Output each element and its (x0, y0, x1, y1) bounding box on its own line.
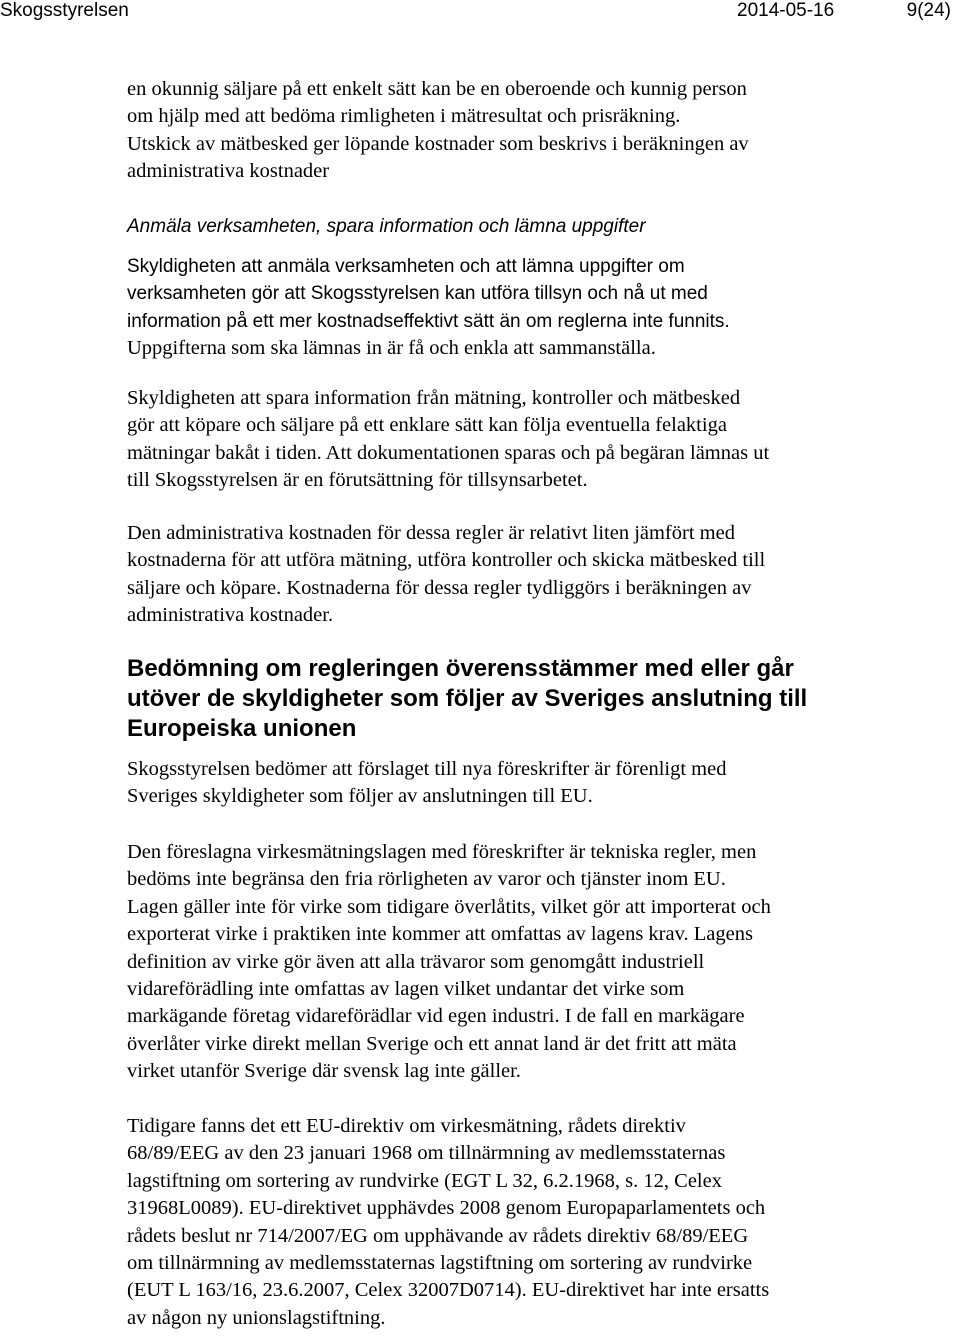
text-line: virket utanför Sverige där svensk lag inte gäller. (127, 1060, 521, 1083)
header-organization: Skogsstyrelsen (0, 0, 129, 21)
text-line: markägande företag vidareförädlar vid egen industri. I de fall en markägare (127, 1005, 745, 1028)
paragraph-lagen (127, 839, 771, 1086)
paragraph-anmala (127, 253, 730, 363)
text-line: om tillnärmning av medlemsstaternas lagstiftning om sortering av rundvirke (127, 1252, 753, 1275)
text-line: mätningar bakåt i tiden. Att dokumentationen sparas och på begäran lämnas ut (127, 441, 770, 464)
text-line: till Skogsstyrelsen är en förutsättning för tillsynsarbetet. (127, 469, 588, 492)
text-line: kostnaderna för att utföra mätning, utföra kontroller och skicka mätbesked till (127, 549, 766, 572)
text-line: Sveriges skyldigheter som följer av anslutningen till EU. (127, 785, 593, 808)
text-line: Den föreslagna virkesmätningslagen med föreskrifter är tekniska regler, men (127, 841, 757, 863)
paragraph-kostnad (127, 520, 765, 630)
paragraph-spara (127, 385, 769, 495)
text-line: överlåter virke direkt mellan Sverige och ett annat land är det fritt att mäta (127, 1032, 737, 1055)
text-line: vidareförädling inte omfattas av lagen vilket undantar det virke som (127, 978, 685, 1001)
text-line: 31968L0089). EU-direktivet upphävdes 2008 genom Europaparlamentets och (127, 1197, 766, 1220)
text-line: Uppgifterna som ska lämnas in är få och enkla att sammanställa. (127, 337, 656, 360)
text-line: av någon ny unionslagstiftning. (127, 1306, 386, 1329)
text-line: administrativa kostnader. (127, 604, 334, 627)
heading-line: Europeiska unionen (127, 715, 357, 742)
heading-line: utöver de skyldigheter som följer av Sveriges anslutning till (127, 685, 808, 712)
text-line: administrativa kostnader (127, 160, 330, 183)
text-line: om hjälp med att bedöma rimligheten i mätresultat och prisräkning. (127, 105, 681, 128)
text-line: rådets beslut nr 714/2007/EG om upphävande av rådets direktiv 68/89/EEG (127, 1224, 749, 1247)
text-line: information på ett mer kostnadseffektivt sätt än om reglerna inte funnits. (127, 310, 730, 332)
text-line: Tidigare fanns det ett EU-direktiv om virkesmätning, rådets direktiv (127, 1115, 686, 1137)
page-header (0, 0, 960, 22)
text-line: lagstiftning om sortering av rundvirke (EGT L 32, 6.2.1968, s. 12, Celex (127, 1169, 722, 1192)
text-line: bedöms inte begränsa den fria rörligheten av varor och tjänster inom EU. (127, 868, 726, 891)
paragraph-intro (127, 76, 749, 186)
subheading: Anmäla verksamheten, spara information och lämna uppgifter (127, 216, 646, 237)
header-page-number: 9(24) (906, 0, 951, 21)
header-date: 2014-05-16 (737, 0, 835, 21)
text-line: definition av virke gör även att alla trävaror som genomgått industriell (127, 950, 705, 973)
heading-line: Bedömning om regleringen överensstämmer med eller går (127, 655, 794, 682)
paragraph-direktiv (127, 1113, 769, 1332)
text-line: Utskick av mätbesked ger löpande kostnader som beskrivs i beräkningen av (127, 132, 749, 155)
text-line: Skogsstyrelsen bedömer att förslaget till nya föreskrifter är förenligt med (127, 758, 727, 780)
text-line: Skyldigheten att anmäla verksamheten och att lämna uppgifter om (127, 256, 685, 277)
text-line: 68/89/EEG av den 23 januari 1968 om tillnärmning av medlemsstaternas (127, 1142, 726, 1165)
section-heading (127, 654, 807, 744)
text-line: Den administrativa kostnaden för dessa regler är relativt liten jämfört med (127, 522, 735, 544)
paragraph-bedomer (127, 756, 726, 811)
text-line: en okunnig säljare på ett enkelt sätt kan be en oberoende och kunnig person (127, 78, 747, 100)
text-line: Skyldigheten att spara information från mätning, kontroller och mätbesked (127, 387, 741, 409)
text-line: säljare och köpare. Kostnaderna för dessa regler tydliggörs i beräkningen av (127, 576, 752, 599)
text-line: (EUT L 163/16, 23.6.2007, Celex 32007D0714). EU-direktivet har inte ersatts (127, 1279, 770, 1302)
text-line: gör att köpare och säljare på ett enklare sätt kan följa eventuella felaktiga (127, 414, 727, 437)
text-line: Lagen gäller inte för virke som tidigare överlåtits, vilket gör att importerat och (127, 895, 771, 918)
text-line: exporterat virke i praktiken inte kommer att omfattas av lagens krav. Lagens (127, 923, 753, 946)
text-line: verksamheten gör att Skogsstyrelsen kan utföra tillsyn och nå ut med (127, 283, 708, 305)
